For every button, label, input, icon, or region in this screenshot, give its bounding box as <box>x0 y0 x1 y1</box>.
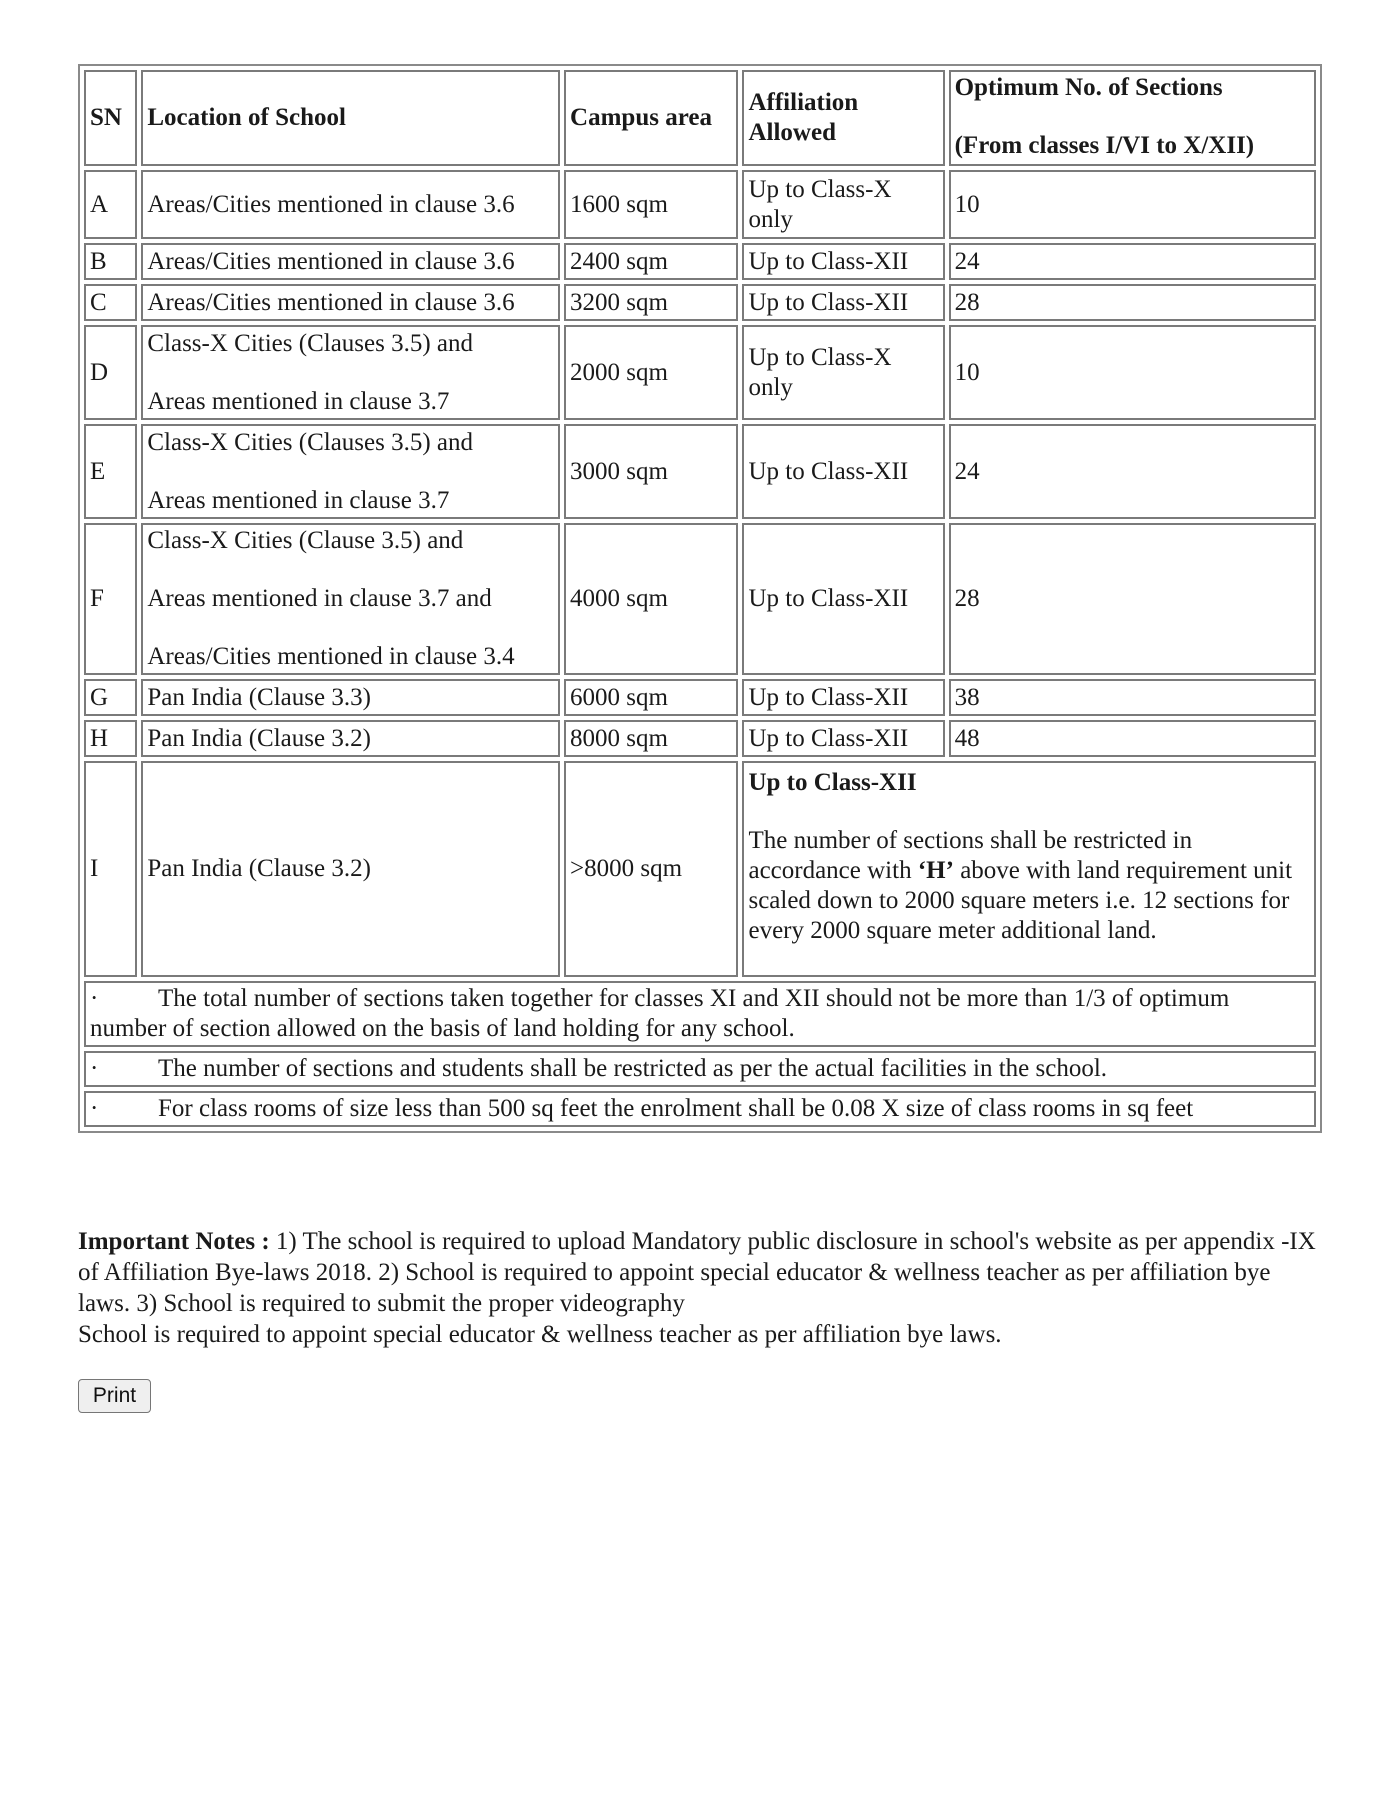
important-notes-text: 1) The school is required to upload Mandatory public disclosure in school's website as per appendix -IX of Affiliation Bye-laws 2018. 2) School is required to appoint special educator & wellness teacher as per affiliation bye laws. 3) School is required to submit the proper videography <box>78 1228 1316 1317</box>
header-optimum-title: Optimum No. of Sections <box>954 74 1223 101</box>
cell-affiliation: Up to Class-XII <box>742 720 944 757</box>
cell-location <box>141 243 560 280</box>
table-row <box>84 243 1316 280</box>
note-text: The number of sections and students shall be restricted as per the actual facilities in the school. <box>158 1055 1108 1082</box>
header-campus-area: Campus area <box>564 70 738 166</box>
cell-campus-area: >8000 sqm <box>564 761 738 977</box>
location-line: Areas/Cities mentioned in clause 3.6 <box>147 190 515 218</box>
header-location: Location of School <box>141 70 560 166</box>
cell-campus-area: 3200 sqm <box>564 284 738 321</box>
cell-location <box>141 424 560 519</box>
table-row <box>84 424 1316 519</box>
row-i-affiliation: Up to Class-XII <box>748 769 917 796</box>
location-line: Pan India (Clause 3.2) <box>147 724 371 752</box>
bullet-icon: · <box>90 1055 99 1082</box>
note-row <box>84 1051 1316 1087</box>
note-text: The total number of sections taken together for classes XI and XII should not be more than 1/3 of optimum number of section allowed on the basis of land holding for any school. <box>90 985 1230 1042</box>
table-row <box>84 170 1316 239</box>
cell-location <box>141 679 560 716</box>
norms-sheet <box>78 64 1322 1133</box>
location-line: Areas mentioned in clause 3.7 and <box>147 585 492 612</box>
cell-affiliation: Up to Class-XII <box>742 284 944 321</box>
header-affiliation: Affiliation Allowed <box>742 70 944 166</box>
cell-sections: 48 <box>949 720 1316 757</box>
cell-sn: D <box>84 325 137 420</box>
cell-affiliation: Up to Class-XII <box>742 243 944 280</box>
important-notes-line2: School is required to appoint special educator & wellness teacher as per affiliation bye laws. <box>78 1321 1002 1348</box>
cell-sections: 24 <box>949 424 1316 519</box>
cell-sn: A <box>84 170 137 239</box>
table-row <box>84 325 1316 420</box>
important-notes <box>78 1226 1328 1350</box>
row-i-restriction <box>748 826 1310 946</box>
cell-campus-area: 2000 sqm <box>564 325 738 420</box>
important-notes-paragraph <box>78 1226 1328 1319</box>
note-cell <box>84 981 1316 1047</box>
location-line: Class-X Cities (Clause 3.5) and <box>147 527 464 554</box>
restriction-text-start: The number of sections shall be restricted in accordance with <box>748 827 1193 884</box>
note-cell <box>84 1051 1316 1087</box>
cell-sn: E <box>84 424 137 519</box>
note-cell <box>84 1091 1316 1127</box>
bullet-icon: · <box>90 1095 99 1122</box>
cell-location <box>141 284 560 321</box>
header-sn: SN <box>84 70 137 166</box>
location-line: Areas mentioned in clause 3.7 <box>147 486 450 514</box>
restriction-ref: ‘H’ <box>917 857 954 884</box>
table-header-row <box>84 70 1316 166</box>
cell-affiliation: Up to Class-X only <box>742 170 944 239</box>
header-optimum-sections <box>949 70 1316 166</box>
cell-affiliation: Up to Class-XII <box>742 523 944 675</box>
cell-campus-area: 6000 sqm <box>564 679 738 716</box>
cell-sn: C <box>84 284 137 321</box>
cell-sections: 10 <box>949 325 1316 420</box>
cell-affiliation: Up to Class-XII <box>742 679 944 716</box>
cell-sections: 24 <box>949 243 1316 280</box>
bullet-icon: · <box>90 985 99 1012</box>
table-row <box>84 720 1316 757</box>
cell-affiliation-restriction <box>742 761 1316 977</box>
land-norms-table <box>78 64 1322 1133</box>
cell-sections: 38 <box>949 679 1316 716</box>
restriction-text-end: above with land requirement unit scaled down to 2000 square meters i.e. 12 sections for every 2000 square meter additional land. <box>748 857 1293 944</box>
important-notes-label: Important Notes : <box>78 1228 270 1255</box>
table-row <box>84 284 1316 321</box>
cell-sections: 10 <box>949 170 1316 239</box>
header-optimum-range: (From classes I/VI to X/XII) <box>954 132 1255 159</box>
cell-sn: H <box>84 720 137 757</box>
table-row <box>84 761 1316 977</box>
location-line: Areas/Cities mentioned in clause 3.4 <box>147 643 515 670</box>
cell-sn: G <box>84 679 137 716</box>
cell-location <box>141 170 560 239</box>
location-line: Areas/Cities mentioned in clause 3.6 <box>147 288 515 316</box>
cell-campus-area: 1600 sqm <box>564 170 738 239</box>
table-row <box>84 523 1316 675</box>
note-text: For class rooms of size less than 500 sq feet the enrolment shall be 0.08 X size of class rooms in sq feet <box>158 1095 1194 1122</box>
location-line: Class-X Cities (Clauses 3.5) and <box>147 329 474 357</box>
cell-sections: 28 <box>949 523 1316 675</box>
cell-location <box>141 523 560 675</box>
cell-campus-area: 4000 sqm <box>564 523 738 675</box>
note-row <box>84 1091 1316 1127</box>
cell-location: Pan India (Clause 3.2) <box>141 761 560 977</box>
table-row <box>84 679 1316 716</box>
location-line: Pan India (Clause 3.3) <box>147 683 371 711</box>
cell-sections: 28 <box>949 284 1316 321</box>
location-line: Class-X Cities (Clauses 3.5) and <box>147 428 474 456</box>
cell-affiliation: Up to Class-XII <box>742 424 944 519</box>
cell-sn: F <box>84 523 137 675</box>
cell-location <box>141 720 560 757</box>
location-line: Areas mentioned in clause 3.7 <box>147 387 450 415</box>
cell-location <box>141 325 560 420</box>
print-button[interactable]: Print <box>78 1379 151 1413</box>
cell-sn: I <box>84 761 137 977</box>
cell-sn: B <box>84 243 137 280</box>
cell-campus-area: 3000 sqm <box>564 424 738 519</box>
cell-campus-area: 2400 sqm <box>564 243 738 280</box>
cell-campus-area: 8000 sqm <box>564 720 738 757</box>
note-row <box>84 981 1316 1047</box>
cell-affiliation: Up to Class-X only <box>742 325 944 420</box>
location-line: Areas/Cities mentioned in clause 3.6 <box>147 247 515 275</box>
